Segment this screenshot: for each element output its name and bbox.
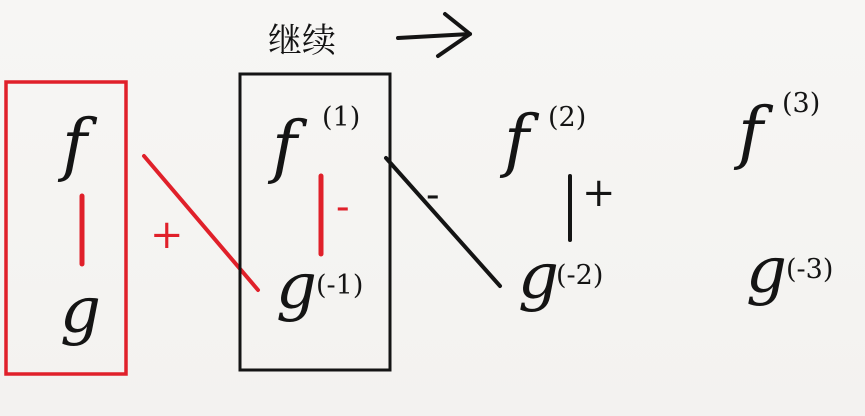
black-diagonal-sign: - xyxy=(426,172,440,218)
f-label-col-3: f xyxy=(504,102,530,181)
f-order-col-2: (1) xyxy=(322,102,361,133)
red-diagonal-sign: + xyxy=(150,212,184,258)
g-order-col-2: (-1) xyxy=(316,270,364,301)
f-order-col-3: (2) xyxy=(548,102,587,133)
f-label-col-2: f xyxy=(272,108,298,187)
black-box-column-2 xyxy=(240,74,390,370)
g-label-col-2: g xyxy=(276,250,317,324)
g-order-col-4: (-3) xyxy=(786,254,834,285)
f-order-col-4: (3) xyxy=(782,88,821,119)
g-label-col-3: g xyxy=(518,240,559,314)
f-label-col-1: f xyxy=(62,106,88,185)
title-arrow-icon xyxy=(398,14,470,56)
black-vertical-sign-col-3: + xyxy=(582,170,616,216)
black-diagonal-link xyxy=(386,158,500,286)
f-label-col-4: f xyxy=(738,94,764,173)
title-text: 继续 xyxy=(268,21,336,61)
red-vertical-sign-col-2: - xyxy=(336,184,350,230)
g-label-col-4: g xyxy=(746,234,787,308)
g-label-col-1: g xyxy=(60,274,101,348)
g-order-col-3: (-2) xyxy=(556,260,604,291)
